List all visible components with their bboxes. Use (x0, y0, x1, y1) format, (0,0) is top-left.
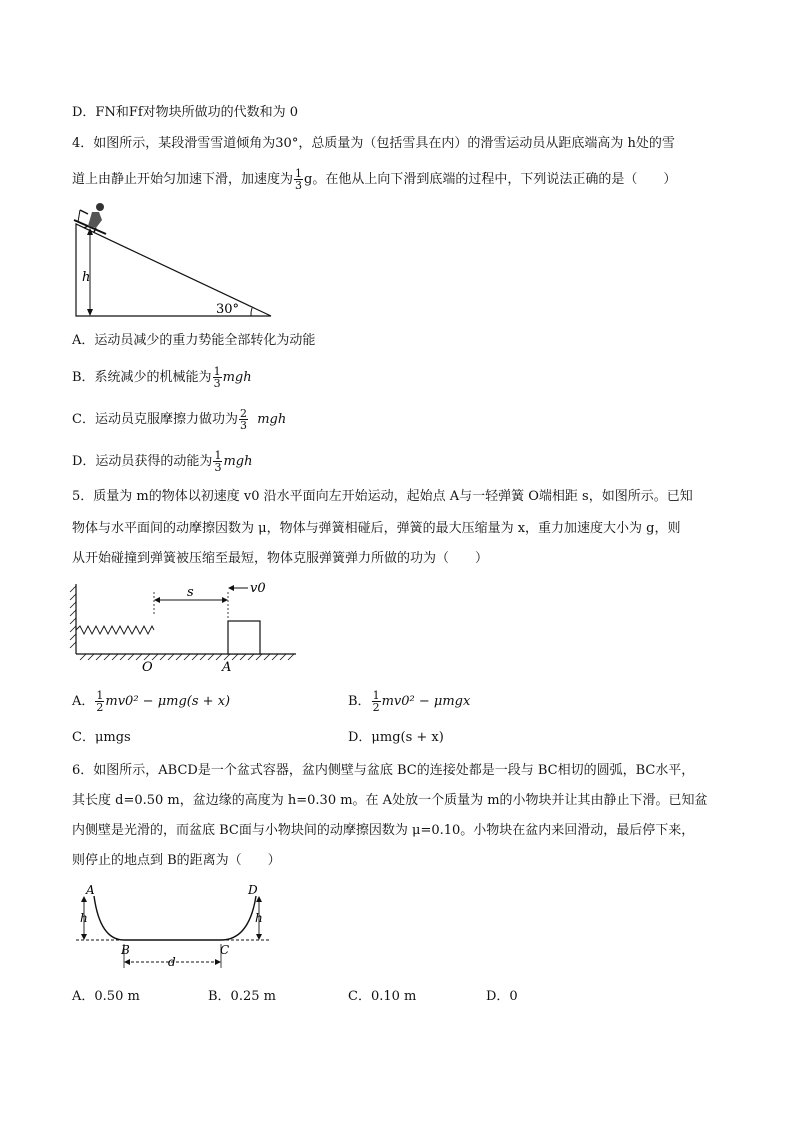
frac-num: 1 (214, 449, 222, 462)
q5-stem-line1: 5．质量为 m的物体以初速度 v0 沿水平面向左开始运动，起始点 A与一轻弹簧 O端相距 s，如图所示。已知 (72, 489, 693, 504)
q5-option-a (72, 690, 230, 713)
q4-ski-slope-figure (66, 198, 286, 323)
q5-option-a-letter: A． (72, 694, 95, 709)
q5-option-d: D．μmg(s + x) (348, 730, 444, 745)
q4-option-d-text: D．运动员获得的动能为 (72, 454, 213, 469)
d-arrow-left (124, 959, 130, 965)
q4-stem-text-pre: 道上由静止开始匀加速下滑，加速度为 (72, 172, 294, 187)
q4-option-c (72, 408, 286, 431)
q4-option-c-fraction (239, 408, 248, 431)
block (228, 621, 260, 654)
q5-option-b-fraction (372, 690, 381, 713)
spring (76, 626, 154, 634)
q4-option-b (72, 366, 252, 389)
q6-stem-line3: 内侧壁是光滑的，而盆底 BC面与小物块间的动摩擦因数为 μ=0.10。小物块在盆内来回滑动，最后停下来， (72, 823, 695, 838)
q4-stem-line2 (72, 168, 676, 191)
basin-curve (94, 896, 256, 940)
q4-option-b-text: B．系统减少的机械能为 (72, 370, 212, 385)
floor-hatching (80, 654, 294, 660)
q5-option-b-letter: B． (348, 694, 371, 709)
velocity-label: v0 (250, 581, 266, 596)
q5-option-b (348, 690, 470, 713)
point-b-label: B (121, 943, 130, 957)
q5-option-b-expr: mv0² − μmgx (381, 694, 471, 709)
q4-stem-fraction (294, 168, 303, 191)
q5-spring-figure (66, 578, 306, 674)
s-label: s (187, 585, 194, 600)
left-h-label: h (80, 911, 88, 925)
frac-num: 2 (239, 407, 247, 420)
q6-stem-line1: 6．如图所示，ABCD是一个盆式容器，盆内侧壁与盆底 BC的连接处都是一段与 BC相切的圆弧，BC水平， (72, 763, 695, 778)
q5-stem-line3: 从开始碰撞到弹簧被压缩至最短，物体克服弹簧弹力所做的功为（ ） (72, 551, 489, 566)
point-c-label: C (220, 943, 230, 957)
frac-den: 2 (372, 701, 380, 714)
height-arrow-bottom-head (87, 309, 93, 316)
slope-triangle (76, 224, 271, 316)
height-label: h (82, 270, 91, 285)
q6-option-d: D．0 (486, 989, 518, 1004)
q4-option-b-expr: mgh (222, 370, 252, 385)
frac-num: 1 (96, 689, 104, 702)
q6-option-c: C．0.10 m (348, 989, 417, 1004)
q6-stem-line2: 其长度 d=0.50 m，盆边缘的高度为 h=0.30 m。在 A处放一个质量为 m的小物块并让其由静止下滑。已知盆 (72, 793, 708, 808)
q6-stem-line4: 则停止的地点到 B的距离为（ ） (72, 853, 281, 868)
q4-option-a: A．运动员减少的重力势能全部转化为动能 (72, 333, 316, 348)
frac-den: 2 (96, 701, 104, 714)
q5-stem-line2: 物体与水平面间的动摩擦因数为 μ，物体与弹簧相碰后，弹簧的最大压缩量为 x，重力加速度大小为 g，则 (72, 521, 681, 536)
q4-frac-den: 3 (295, 179, 303, 192)
q6-option-a: A．0.50 m (72, 989, 140, 1004)
q4-option-d (72, 450, 252, 473)
q4-option-b-fraction (213, 366, 222, 389)
q6-option-b: B．0.25 m (208, 989, 276, 1004)
d-arrow-right (215, 959, 221, 965)
q5-option-c: C．μmgs (72, 730, 131, 745)
q4-option-c-text: C．运动员克服摩擦力做功为 (72, 412, 238, 427)
frac-den: 3 (213, 377, 221, 390)
q4-option-d-expr: mgh (223, 454, 253, 469)
right-h-label: h (255, 911, 263, 925)
q4-stem-text-post: g。在他从上向下滑到底端的过程中，下列说法正确的是（ ） (304, 172, 677, 187)
q5-option-a-expr: mv0² − μmg(s + x) (105, 694, 231, 709)
s-arrow-left (154, 597, 160, 603)
frac-den: 3 (239, 419, 247, 432)
frac-num: 1 (372, 689, 380, 702)
left-h-arrow-bottom (81, 934, 87, 940)
point-a-label: A (86, 883, 95, 897)
q5-option-a-fraction (95, 690, 104, 713)
velocity-arrow-head (228, 585, 234, 591)
point-a-label: A (222, 660, 232, 674)
point-d-label: D (248, 883, 258, 897)
angle-arc (251, 308, 252, 316)
q4-stem-line1: 4．如图所示，某段滑雪雪道倾角为30°，总质量为（包括雪具在内）的滑雪运动员从距底端高为 h处的雪 (72, 136, 675, 151)
q4-option-c-expr: mgh (257, 412, 287, 427)
q3-option-d: D．FN和Ff对物块所做功的代数和为 0 (72, 105, 299, 120)
right-h-arrow-bottom (256, 934, 262, 940)
s-arrow-right (222, 597, 228, 603)
angle-label: 30° (216, 302, 240, 317)
d-label: d (168, 955, 176, 969)
q4-option-d-fraction (213, 450, 222, 473)
wall-hatching (70, 586, 76, 648)
point-o-label: O (142, 660, 153, 674)
frac-den: 3 (214, 461, 222, 474)
q4-frac-num: 1 (295, 167, 303, 180)
q6-basin-figure (66, 882, 286, 974)
frac-num: 1 (213, 365, 221, 378)
